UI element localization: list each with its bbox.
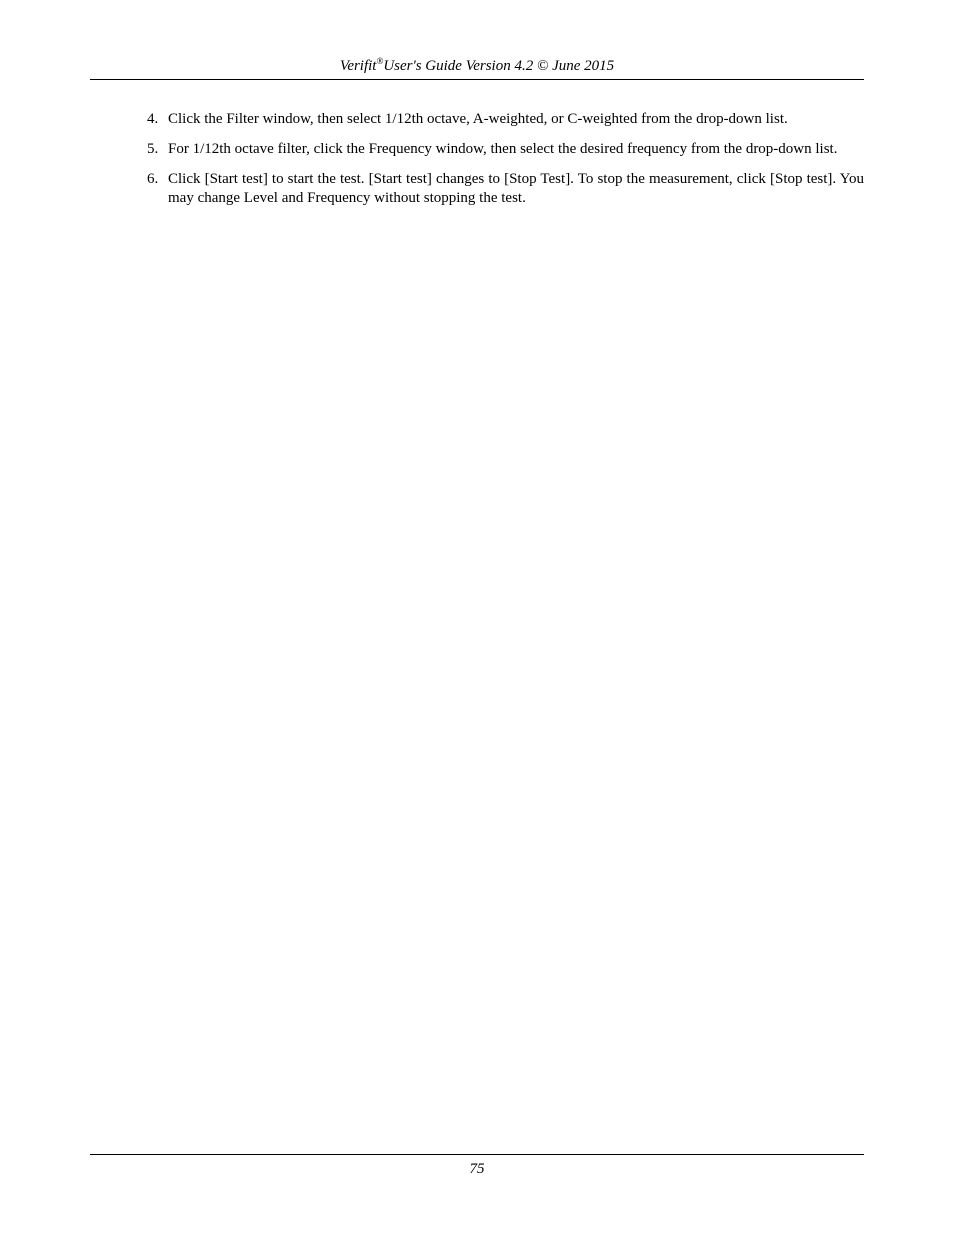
step-text: Click [Start test] to start the test. [Start test] changes to [Stop Test]. To stop the measurement, click [Stop test]. You may change Level and Frequency without stopping the test.: [168, 171, 864, 206]
page-footer: [90, 1154, 864, 1180]
header-brand: Verifit: [339, 58, 377, 74]
header-title: User's Guide Version 4.2 © June 2015: [383, 58, 615, 74]
instruction-step: [147, 170, 864, 208]
instruction-step: [147, 110, 864, 129]
step-number: 4.: [147, 111, 159, 127]
step-text: Click the Filter window, then select 1/12th octave, A-weighted, or C-weighted from the drop-down list.: [168, 111, 788, 127]
step-number: 6.: [147, 171, 159, 187]
page-header: [90, 55, 864, 80]
page-number: 75: [469, 1161, 485, 1177]
instruction-list: [147, 110, 864, 219]
registered-mark: ®: [376, 56, 384, 66]
step-number: 5.: [147, 141, 159, 157]
instruction-step: [147, 140, 864, 159]
step-text: For 1/12th octave filter, click the Frequency window, then select the desired frequency from the drop-down list.: [168, 141, 838, 157]
